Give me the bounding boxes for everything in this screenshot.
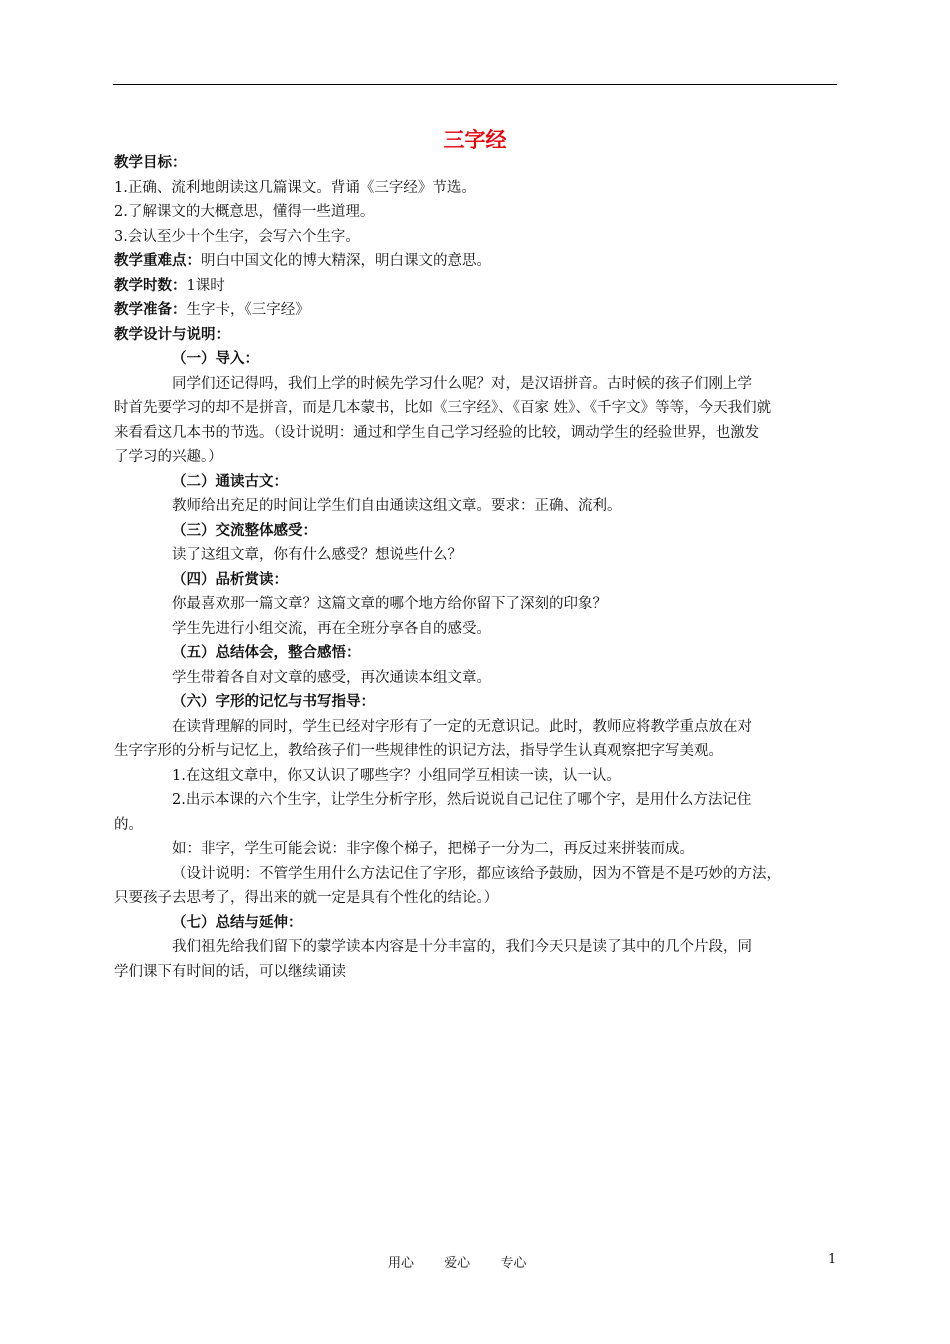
prep-label: 教学准备： xyxy=(114,302,187,318)
prep-text: 生字卡，《三字经》 xyxy=(186,302,310,318)
document-title: 三字经 xyxy=(443,128,507,152)
footer-motto-3: 专心 xyxy=(500,1256,527,1271)
section-intro-paragraph xyxy=(114,372,838,470)
section-heading-writing: （六）字形的记忆与书写指导： xyxy=(172,694,375,710)
section-extension-paragraph xyxy=(114,935,838,984)
section-heading-share: （三）交流整体感受： xyxy=(172,522,317,539)
key-points-text: 明白中国文化的博大精深，明白课文的意思。 xyxy=(201,253,491,269)
document-body xyxy=(114,151,838,984)
section-appreciate-line: 学生先进行小组交流，再在全班分享各自的感受。 xyxy=(172,620,491,637)
paragraph-line: 生字字形的分析与记忆上，教给孩子们一些规律性的识记方法，指导学生认真观察把字写美观。 xyxy=(114,743,723,759)
section-writing-paragraph xyxy=(114,715,838,764)
section-heading-summary: （五）总结体会，整合感悟： xyxy=(172,645,361,661)
key-points-label: 教学重难点： xyxy=(114,253,201,269)
writing-example: 如：非字，学生可能会说：非字像个梯子，把梯子一分为二，再反过来拼装而成。 xyxy=(172,841,694,857)
objectives-heading: 教学目标： xyxy=(114,155,187,171)
footer-motto-2: 爱心 xyxy=(444,1256,471,1271)
page-number: 1 xyxy=(828,1252,837,1267)
paragraph-line: 了学习的兴趣。） xyxy=(114,449,223,465)
writing-item-1: 1.在这组文章中，你又认识了哪些字？小组同学互相读一读，认一认。 xyxy=(172,767,621,784)
hours-row xyxy=(114,274,838,299)
section-summary-text: 学生带着各自对文章的感受，再次通读本组文章。 xyxy=(172,669,491,686)
header-rule xyxy=(113,84,837,85)
section-heading-appreciate: （四）品析赏读： xyxy=(172,571,288,588)
paragraph-line: 时首先要学习的却不是拼音，而是几本蒙书，比如《三字经》、《百家 姓》、《千字文》等等，今天我们就 xyxy=(114,400,772,416)
prep-row xyxy=(114,298,838,323)
paragraph-line: 同学们还记得吗，我们上学的时候先学习什么呢？对，是汉语拼音。古时候的孩子们刚上学 xyxy=(172,375,752,392)
writing-item-2 xyxy=(114,788,838,837)
section-read-text: 教师给出充足的时间让学生们自由通读这组文章。要求：正确、流利。 xyxy=(172,498,622,514)
objective-item: 1.正确、流利地朗读这几篇课文。背诵《三字经》节选。 xyxy=(114,179,476,196)
section-share-text: 读了这组文章，你有什么感受？想说些什么？ xyxy=(172,547,462,563)
section-heading-intro: （一）导入： xyxy=(172,351,259,367)
paragraph-line: 来看看这几本书的节选。（设计说明：通过和学生自己学习经验的比较，调动学生的经验世界，也激发 xyxy=(114,424,760,441)
section-appreciate-line: 你最喜欢那一篇文章？这篇文章的哪个地方给你留下了深刻的印象？ xyxy=(172,596,607,612)
footer-motto-1: 用心 xyxy=(388,1256,415,1271)
objective-item: 3.会认至少十个生字，会写六个生字。 xyxy=(114,228,360,245)
paragraph-line: 我们祖先给我们留下的蒙学读本内容是十分丰富的，我们今天只是读了其中的几个片段，同 xyxy=(172,939,752,955)
key-points-row xyxy=(114,249,838,274)
page-footer xyxy=(388,1252,552,1271)
objective-item: 2.了解课文的大概意思，懂得一些道理。 xyxy=(114,204,375,220)
paragraph-line: 只要孩子去思考了，得出来的就一定是具有个性化的结论。） xyxy=(114,890,499,906)
section-heading-extension: （七）总结与延伸： xyxy=(172,914,303,931)
paragraph-line: 2.出示本课的六个生字，让学生分析字形，然后说说自己记住了哪个字，是用什么方法记住 xyxy=(172,792,752,808)
section-heading-read: （二）通读古文： xyxy=(172,473,288,490)
design-heading: 教学设计与说明： xyxy=(114,326,230,343)
paragraph-line: （设计说明：不管学生用什么方法记住了字形，都应该给予鼓励，因为不管是不是巧妙的方法， xyxy=(172,865,781,882)
paragraph-line: 学们课下有时间的话，可以继续诵读 xyxy=(114,963,346,980)
hours-label: 教学时数： xyxy=(114,277,187,294)
hours-text: 1课时 xyxy=(186,277,225,294)
paragraph-line: 的。 xyxy=(114,816,143,833)
paragraph-line: 在读背理解的同时，学生已经对字形有了一定的无意识记。此时，教师应将教学重点放在对 xyxy=(172,718,752,735)
writing-note xyxy=(114,862,838,911)
